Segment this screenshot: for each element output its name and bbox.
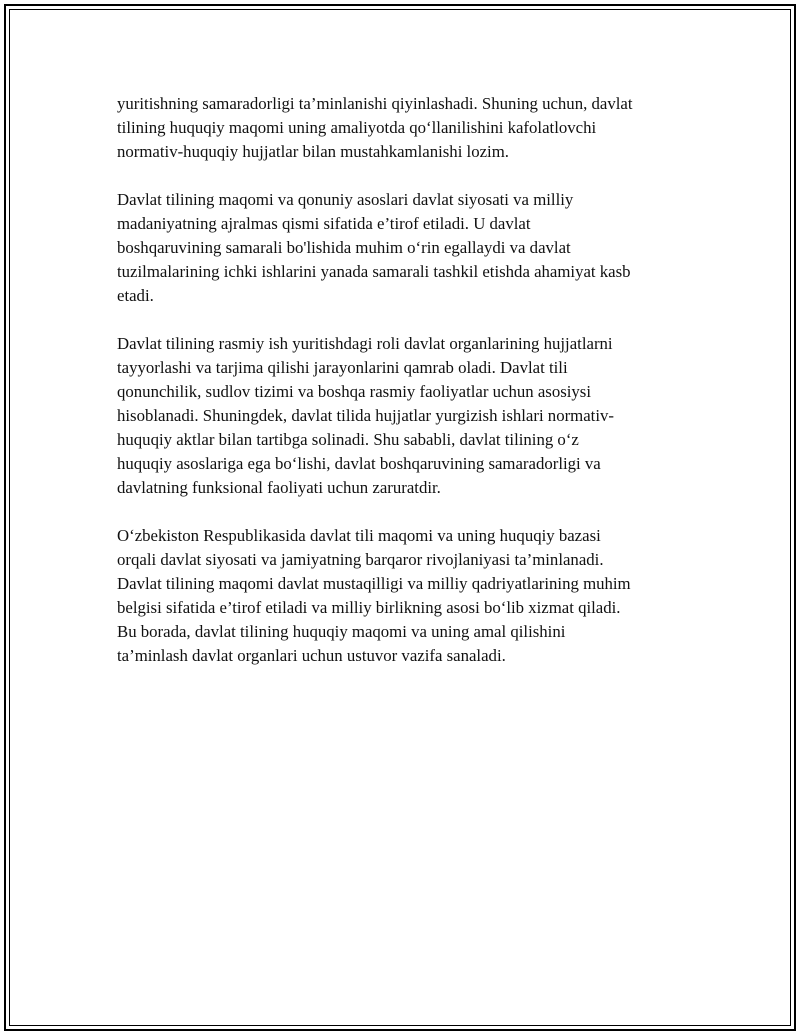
paragraph-1: yuritishning samaradorligi ta’minlanishi qiyinlashadi. Shuning uchun, davlat tilining huquqiy maqomi uning amaliyotda qo‘llanilishini kafolatlovchi normativ-huquqiy hujjatlar bilan mustahkamlanishi lozim. (117, 94, 633, 161)
paragraph-2: Davlat tilining maqomi va qonuniy asoslari davlat siyosati va milliy madaniyatning ajralmas qismi sifatida e’tirof etiladi. U davlat boshqaruvining samarali bo'lishida muhim o‘rin egallaydi va davlat tuzilmalarining ichki ishlarini yanada samarali tashkil etishda ahamiyat kasb etadi. (117, 190, 631, 305)
paragraph-3: Davlat tilining rasmiy ish yuritishdagi roli davlat organlarining hujjatlarni tayyorlashi va tarjima qilishi jarayonlarini qamrab oladi. Davlat tili qonunchilik, sudlov tizimi va boshqa rasmiy faoliyatlar uchun asosiysi hisoblanadi. Shuningdek, davlat tilida hujjatlar yurgizish ishlari normativ- huquqiy aktlar bilan tartibga solinadi. Shu sababli, davlat tilining o‘z huquqiy asoslariga ega bo‘lishi, davlat boshqaruvining samaradorligi va davlatning funksional faoliyati uchun zaruratdir. (117, 334, 614, 497)
paragraph-4: O‘zbekiston Respublikasida davlat tili maqomi va uning huquqiy bazasi orqali davlat siyosati va jamiyatning barqaror rivojlaniyasi ta’minlanadi. Davlat tilining maqomi davlat mustaqilligi va milliy qadriyatlarining muhim belgisi sifatida e’tirof etiladi va milliy birlikning asosi bo‘lib xizmat qiladi. Bu borada, davlat tilining huquqiy maqomi va uning amal qilishini ta’minlash davlat organlari uchun ustuvor vazifa sanaladi. (117, 526, 631, 665)
document-body (117, 92, 697, 692)
